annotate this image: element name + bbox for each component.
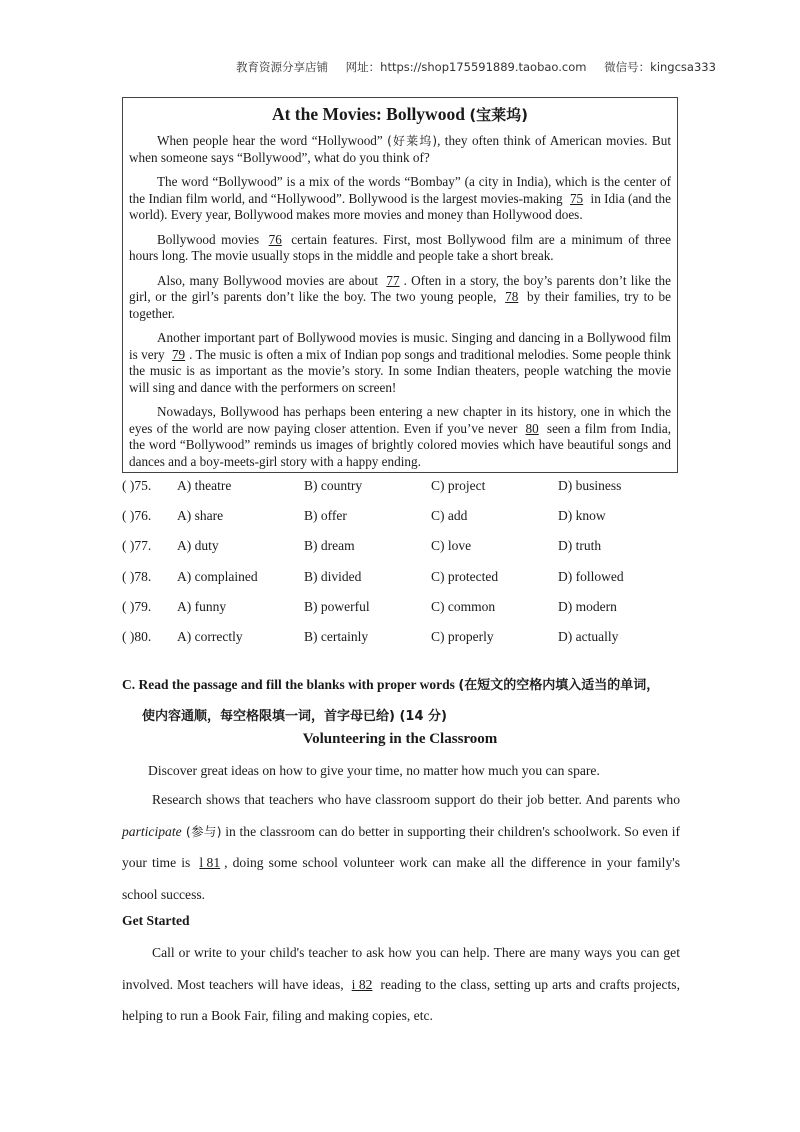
option-d[interactable]: D) business (558, 478, 622, 493)
passage-title-cn: (宝莱坞) (469, 106, 529, 124)
option-a[interactable]: A) theatre (177, 478, 232, 493)
wechat-id: 微信号：kingcsa333 (604, 60, 716, 74)
option-a[interactable]: A) complained (177, 568, 258, 584)
blank-80[interactable]: 80 (525, 420, 539, 436)
option-d[interactable]: D) followed (558, 568, 624, 584)
option-c[interactable]: C) protected (431, 568, 499, 584)
section-c-title: Volunteering in the Classroom (302, 731, 498, 747)
question-number[interactable]: ( )77. (122, 538, 152, 554)
blank-78[interactable]: 78 (505, 289, 519, 304)
subheading-get-started: Get Started (122, 913, 190, 928)
options-list (122, 478, 682, 659)
section-c-paragraph-3: Call or write to your child's teacher to ask how you can help. There are many ways you can get involved. Most teachers will have ideas, i 82 reading to the class, setting up arts and crafts projects, helping to run a Book Fair, filing and making copies, etc. (122, 945, 680, 1023)
question-number[interactable]: ( )79. (122, 598, 152, 614)
section-c-instruction: C. Read the passage and fill the blanks with proper words (在短文的空格内填入适当的单词， 使内容通顺，每空格限填一词，首字母已给) (14 分) (122, 677, 660, 724)
option-c[interactable]: C) common (431, 598, 496, 614)
question-row (122, 629, 682, 659)
shop-url: 网址：https://shop175591889.taobao.com (345, 60, 587, 74)
blank-81[interactable]: l 81 (199, 855, 221, 870)
passage-paragraph-3: Bollywood movies 76 certain features. First, most Bollywood film are a minimum of three hours long. The movie usually stops in the middle and people take a short break. (129, 231, 671, 263)
option-b[interactable]: B) country (304, 478, 363, 493)
passage-title (129, 104, 671, 125)
option-b[interactable]: B) offer (304, 508, 347, 524)
passage-title-en: At the Movies: Bollywood (271, 104, 465, 124)
option-c[interactable]: C) love (431, 538, 472, 554)
question-number[interactable]: ( )76. (122, 508, 152, 524)
option-c[interactable]: C) add (431, 508, 468, 524)
option-d[interactable]: D) truth (558, 538, 602, 554)
page-header (236, 59, 716, 75)
option-d[interactable]: D) know (558, 508, 606, 524)
option-b[interactable]: B) dream (304, 538, 355, 554)
passage-paragraph-5: Another important part of Bollywood movies is music. Singing and dancing in a Bollywood film is very 79 . The music is often a mix of Indian pop songs and traditional melodies. Some people think the music is as important as the movie’s story. In some Indian theaters, people watching the movie will sing and dance with the performers on screen! (129, 330, 671, 395)
shop-name: 教育资源分享店铺 (236, 60, 328, 74)
option-b[interactable]: B) divided (304, 568, 362, 584)
option-c[interactable]: C) project (431, 478, 486, 493)
passage-paragraph-6: Nowadays, Bollywood has perhaps been entering a new chapter in its history, one in which the eyes of the world are now paying closer attention. Even if you’ve never 80 seen a film from India, the word “Bollywood” reminds us images of brightly colored movies which have beautiful songs and dances and a boy-meets-girl story with a happy ending. (129, 404, 672, 469)
option-a[interactable]: A) funny (177, 598, 227, 614)
option-b[interactable]: B) certainly (304, 628, 369, 644)
question-number[interactable]: ( )75. (122, 478, 152, 493)
option-c[interactable]: C) properly (431, 628, 494, 644)
blank-79[interactable]: 79 (171, 346, 186, 362)
option-a[interactable]: A) share (177, 508, 224, 524)
passage-paragraph-2: The word “Bollywood” is a mix of the words “Bombay” (a city in India), which is the center of the Indian film world, and “Hollywood”. Bollywood is the largest movies-making 75 in Idia (and the world). Every year, Bollywood makes more movies and money than Hollywood does. (129, 174, 671, 222)
blank-82[interactable]: i 82 (351, 976, 373, 992)
option-b[interactable]: B) powerful (304, 598, 370, 614)
blank-77[interactable]: 77 (386, 272, 400, 288)
option-a[interactable]: A) duty (177, 538, 219, 554)
blank-75[interactable]: 75 (569, 190, 584, 206)
question-number[interactable]: ( )78. (122, 568, 152, 584)
section-c-paragraph-2: Research shows that teachers who have classroom support do their job better. And parents who participate (参与) in the classroom can do better in supporting their children's schoolwork. So even if your time is l 81 , doing some school volunteer work can make all the difference in your family's school success. (122, 792, 680, 902)
question-row (122, 599, 682, 629)
question-row (122, 478, 682, 508)
question-row (122, 538, 682, 568)
passage-paragraph-4: Also, many Bollywood movies are about 77 . Often in a story, the boy’s parents don’t like the girl, or the girl’s parents don’t like the boy. The two young people, 78 by their families, try to be together. (129, 272, 671, 321)
option-d[interactable]: D) actually (558, 628, 619, 644)
question-row (122, 569, 682, 599)
option-d[interactable]: D) modern (558, 598, 617, 614)
passage-paragraph-1: When people hear the word “Hollywood” (好莱坞), they often think of American movies. But when someone says “Bollywood”, what do you think of? (129, 133, 671, 165)
question-number[interactable]: ( )80. (122, 628, 152, 644)
option-a[interactable]: A) correctly (177, 628, 243, 644)
passage-box (122, 97, 678, 473)
blank-76[interactable]: 76 (268, 231, 282, 247)
question-row (122, 508, 682, 538)
section-c-paragraph-1: Discover great ideas on how to give your time, no matter how much you can spare. (148, 763, 600, 778)
